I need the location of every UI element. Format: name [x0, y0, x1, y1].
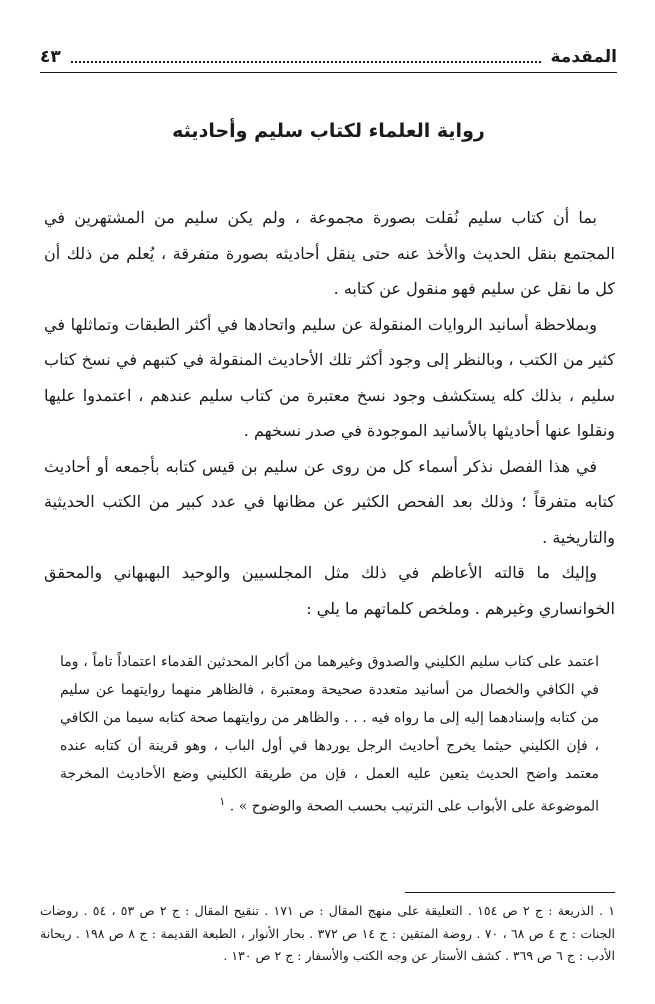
- footnote: ١ . الذريعة : ج ٢ ص ١٥٤ . التعليقة على منهج المقال : ص ١٧١ . تنقيح المقال : ج ٢ ص ٥٣ ، ٥٤ . روضات الجنات : ج ٤ ص ٦٨ ، ٧٠ . روضة المتقين : ج ١٤ ص ٣٧٢ . بحار الأنوار ، الطبعة القديمة : ج ٨ ص ١٩٨ . ريحانة الأدب : ج ٦ ص ٣٦٩ . كشف الأستار عن وجه الكتب والأسفار : ج ٢ ص ١٣٠ .: [40, 903, 616, 963]
- footnotes: [40, 900, 615, 968]
- footnote-ref[interactable]: ١: [219, 795, 226, 808]
- quote-text: اعتمد على كتاب سليم الكليني والصدوق وغيرهما من أكابر المحدثين القدماء اعتماداً تاماً ، وما في الكافي والخصال من أسانيد متعددة صحيحة ومعتبرة ، فالظاهر منهما روايتهما عن سليم من كتابه وإسنادهما إليه إلى ما رواه فيه . . . والظاهر من روايتهما صحة كتابه سيما من الكافي ، فإن الكليني حيثما يخرج أحاديث الرجل يوردها في أول الباب ، وهو قرينة أن كتابه عنده معتمد واضح الحديث يتعين عليه العمل ، فإن من طريقة الكليني وضع الأحاديث المخرجة الموضوعة على الأبواب على الترتيب بحسب الصحة والوضوح » .: [60, 654, 599, 815]
- block-quote: [60, 648, 599, 821]
- paragraph: في هذا الفصل نذكر أسماء كل من روى عن سليم بن قيس كتابه بأجمعه أو أحاديث كتابه متفرقاً ؛ وذلك بعد الفحص الكثير عن مظانها في عدد كبير من الكتب الحديثية والتاريخية .: [44, 456, 615, 547]
- running-header: [40, 42, 617, 73]
- page-number: ٤٣: [40, 47, 61, 67]
- leader-dots: [71, 51, 541, 63]
- body-text: [44, 200, 615, 626]
- paragraph: بما أن كتاب سليم نُقلت بصورة مجموعة ، ولم يكن سليم من المشتهرين في المجتمع بنقل الحديث والأخذ عنه حتى ينقل أحاديثه بصورة متفرقة ، يُعلم من ذلك أن كل ما نقل عن سليم فهو منقول عن كتابه .: [44, 208, 615, 298]
- paragraph: وإليك ما قالته الأعاظم في ذلك مثل المجلسيين والوحيد البهبهاني والمحقق الخوانساري وغيرهم . وملخص كلماتهم ما يلي :: [44, 563, 615, 618]
- paragraph: وبملاحظة أسانيد الروايات المنقولة عن سليم واتحادها في أكثر الطبقات وتماثلها في كثير من الكتب ، وبالنظر إلى وجود أكثر تلك الأحاديث المنقولة في كتبهم في نسخ كتاب سليم ، بذلك كله يستكشف وجود نسخ معتبرة من كتاب سليم عندهم ، اعتمدوا عليها ونقلوا عنها أحاديثها بالأسانيد الموجودة في صدر نسخهم .: [44, 314, 615, 440]
- section-title: رواية العلماء لكتاب سليم وأحاديثه: [172, 120, 485, 142]
- footnote-divider: [405, 892, 615, 893]
- chapter-title: المقدمة: [550, 47, 617, 67]
